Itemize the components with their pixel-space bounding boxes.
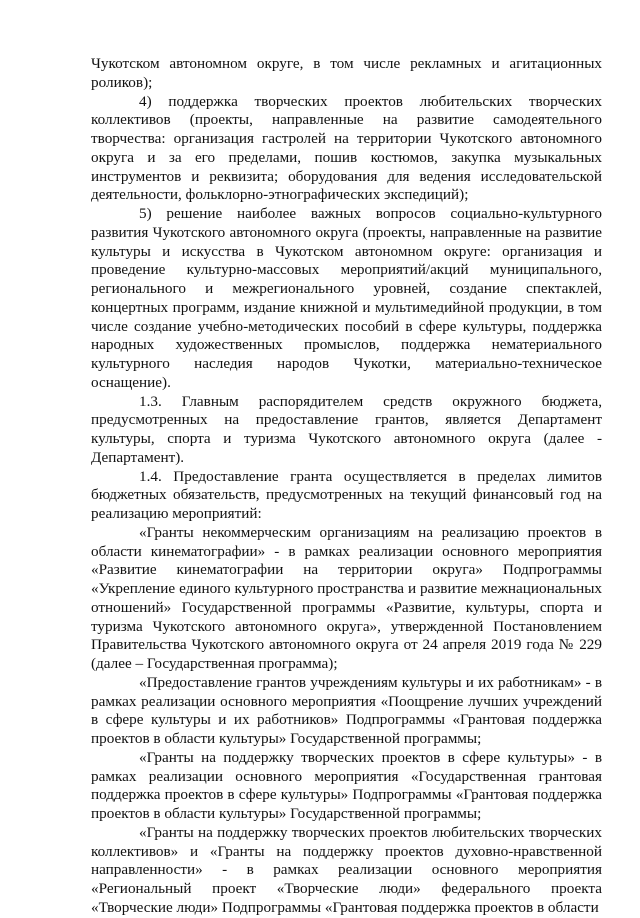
paragraph-1-4: 1.4. Предоставление гранта осуществляется в пределах лимитов бюджетных обязательств, предусмотренных на текущий финансовый год на реализацию мероприятий: — [91, 467, 602, 522]
paragraph-item-4: 4) поддержка творческих проектов любительских творческих коллективов (проекты, направленные на развитие самодеятельного творчества: организация гастролей на территории Чукотского автономного округа и за его пределами, пошив костюмов, закупка музыкальных инструментов и реквизита; оборудования для ведения исследовательской деятельности, фольклорно-этнографических экспедиций); — [91, 92, 602, 204]
paragraph-grants-creative-projects: «Гранты на поддержку творческих проектов в сфере культуры» - в рамках реализации основного мероприятия «Государственная грантовая поддержка проектов в сфере культуры» Подпрограммы «Грантовая поддержка проектов в области культуры» Государственной программы; — [91, 748, 602, 822]
paragraph-grants-institutions: «Предоставление грантов учреждениям культуры и их работникам» - в рамках реализации основного мероприятия «Поощрение лучших учреждений в сфере культуры и их работников» Подпрограммы «Грантовая поддержка проектов в области культуры» Государственной программы; — [91, 673, 602, 747]
paragraph-grants-amateur-collectives: «Гранты на поддержку творческих проектов любительских творческих коллективов» и «Гранты на поддержку проектов духовно-нравственной направленности» - в рамках реализации основного мероприятия «Региональный проект «Творческие люди» федерального проекта «Творческие люди» Подпрограммы «Грантовая поддержка проектов в области — [91, 823, 602, 916]
paragraph-continuation: Чукотском автономном округе, в том числе рекламных и агитационных роликов); — [91, 55, 602, 91]
paragraph-1-3: 1.3. Главным распорядителем средств окружного бюджета, предусмотренных на предоставление грантов, является Департамент культуры, спорта и туризма Чукотского автономного округа (далее - Департамент). — [91, 392, 602, 466]
paragraph-grants-cinema: «Гранты некоммерческим организациям на реализацию проектов в области кинематографии» - в рамках реализации основного мероприятия «Развитие кинематографии на территории округа» Подпрограммы «Укрепление единого культурного пространства и развитие межнациональных отношений» Государственной программы «Развитие, культуры, спорта и туризма Чукотского автономного округа», утвержденной Постановлением Правительства Чукотского автономного округа от 24 апреля 2019 года № 229 (далее – Государственная программа); — [91, 523, 602, 672]
paragraph-item-5: 5) решение наиболее важных вопросов социально-культурного развития Чукотского автономного округа (проекты, направленные на развитие культуры и искусства в Чукотском автономном округе: организация и проведение культурно-массовых мероприятий/акций муниципального, регионального и межрегионального уровней, создание спектаклей, концертных программ, издание книжной и мультимедийной продукции, в том числе создание учебно-методических пособий в сфере культуры, поддержка народных художественных промыслов, поддержка нематериального культурного наследия народов Чукотки, материально-техническое оснащение). — [91, 205, 602, 391]
